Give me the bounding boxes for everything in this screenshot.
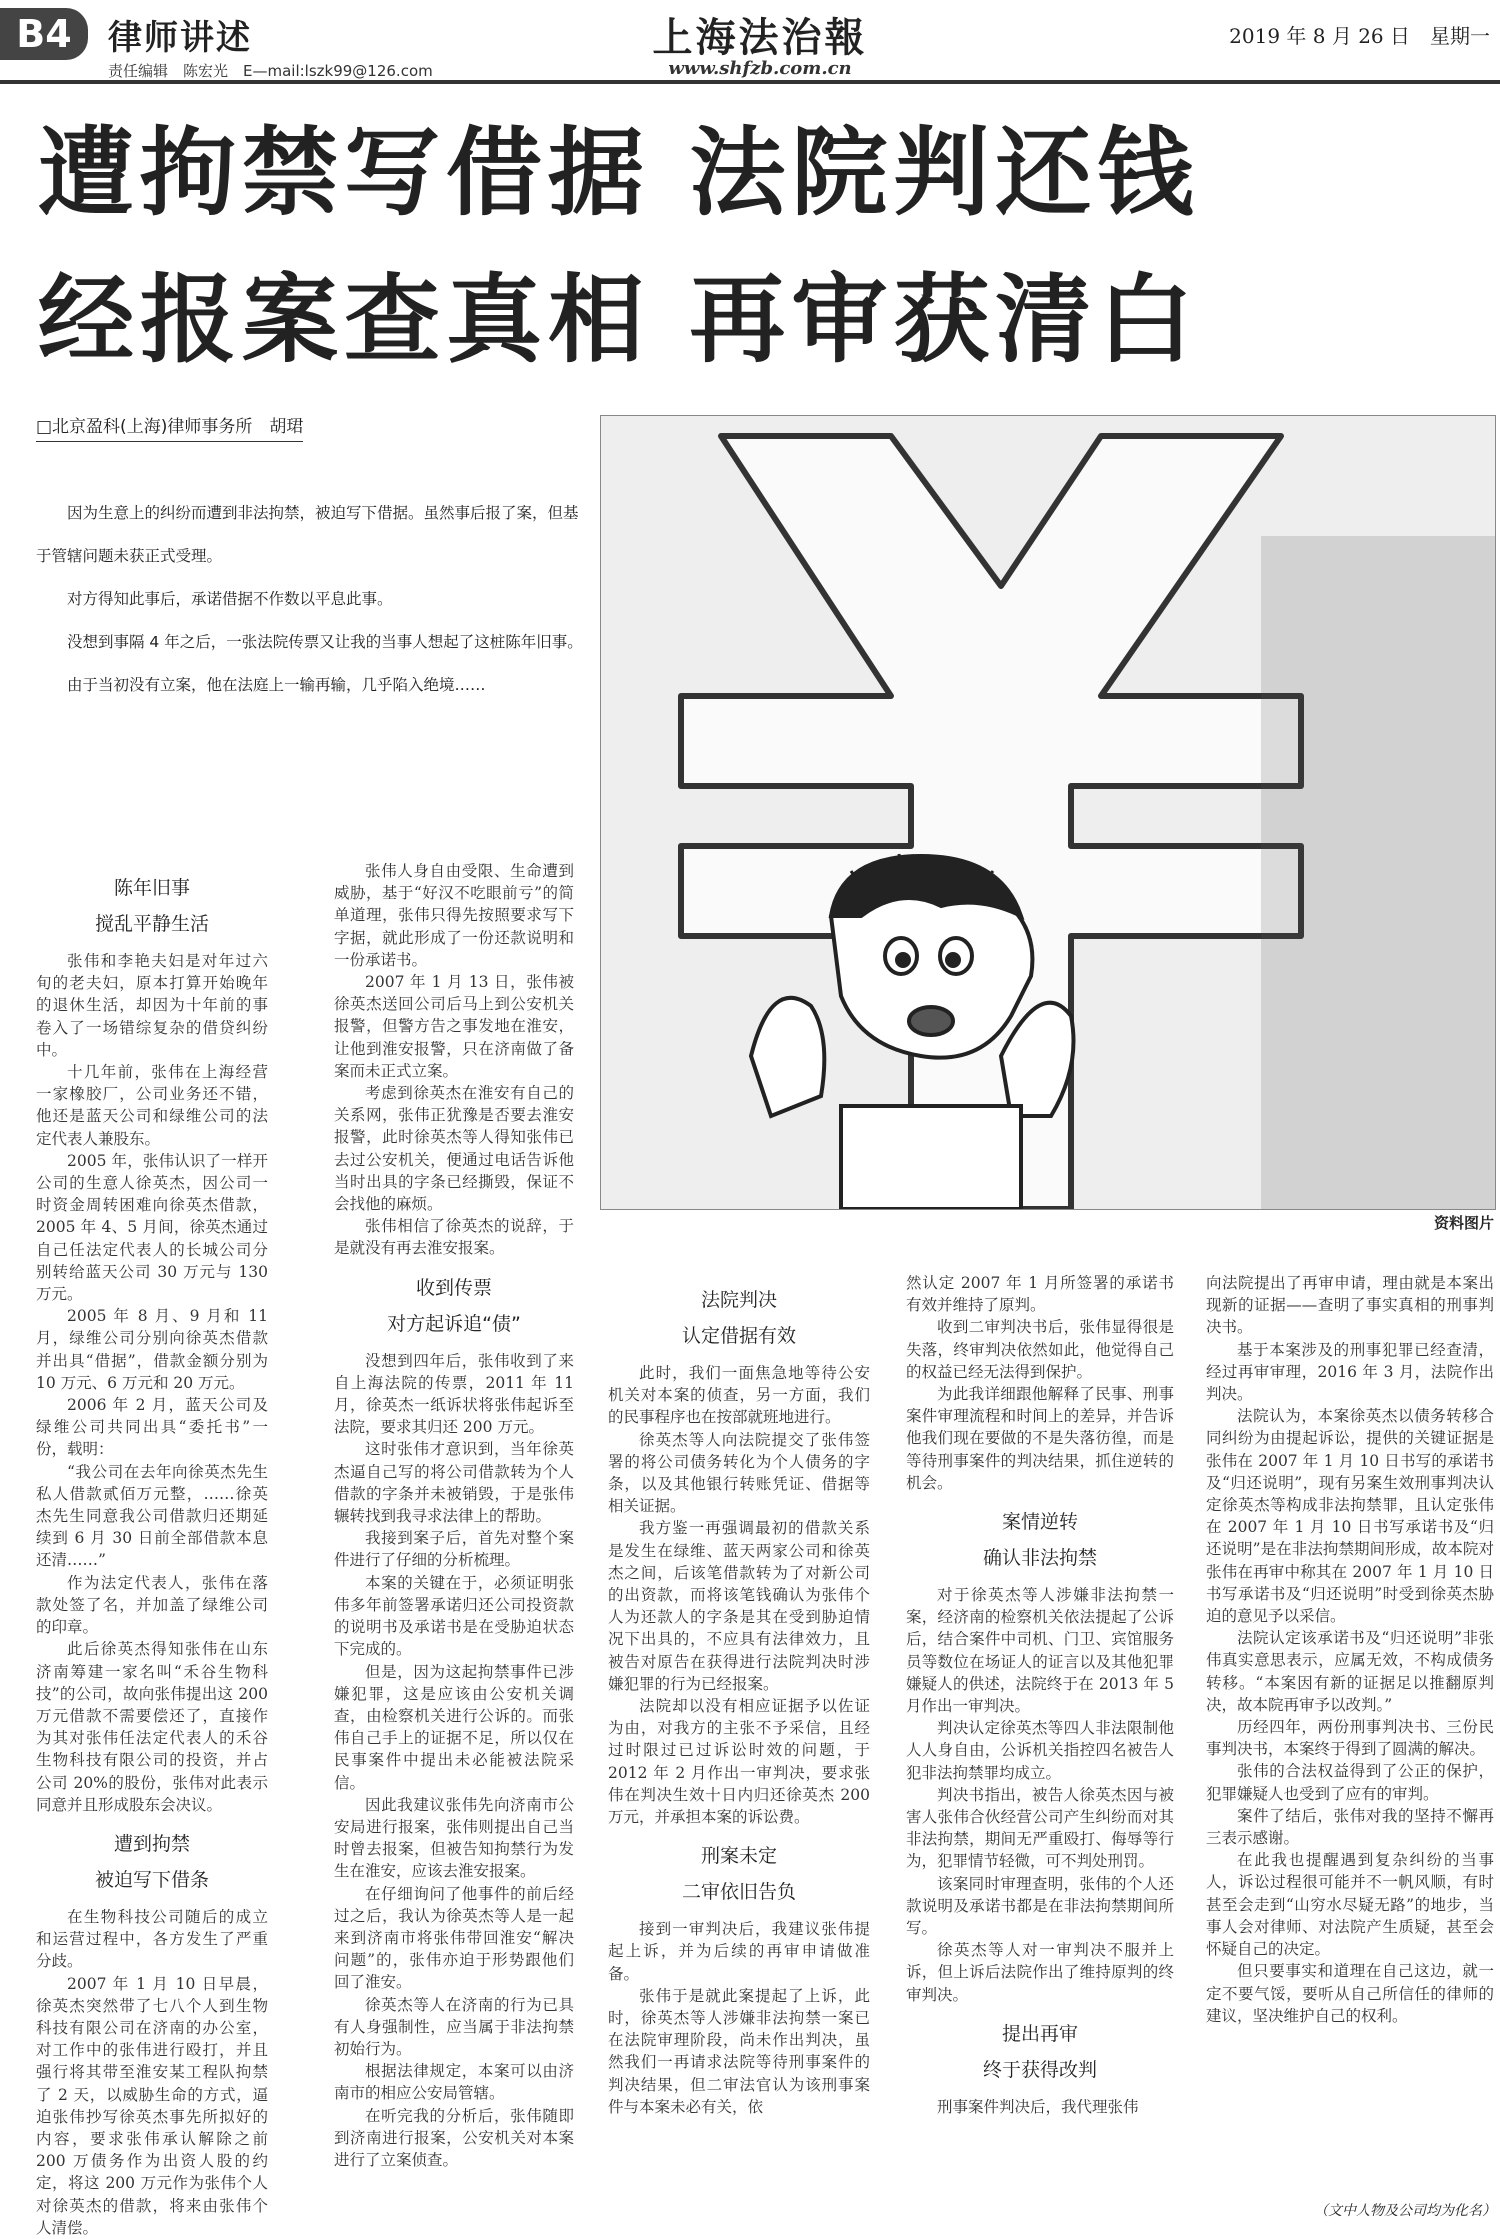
subheading-line: 遭到拘禁 xyxy=(113,1832,190,1855)
body-paragraph: 2005 年，张伟认识了一样开公司的生意人徐英杰，因公司一时资金周转困难向徐英杰借款，2005 年 4、5 月间，徐英杰通过自己任法定代表人的长城公司分别转给蓝天公司 30 万元与 130 万元。 xyxy=(36,1151,268,1304)
header-rule xyxy=(0,80,1500,84)
yuan-sign-cartoon xyxy=(601,416,1495,1209)
website-link[interactable]: www.shfzb.com.cn xyxy=(668,58,852,79)
figure-caption: 资料图片 xyxy=(1433,1214,1494,1232)
body-paragraph: 考虑到徐英杰在淮安有自己的关系网，张伟正犹豫是否要去淮安报警，此时徐英杰等人得知张伟已去过公安机关，便通过电话告诉他当时出具的字条已经撕毁，保证不会找他的麻烦。 xyxy=(334,1084,574,1214)
body-paragraph: 张伟的合法权益得到了公正的保护，犯罪嫌疑人也受到了应有的审判。 xyxy=(1206,1762,1494,1803)
pseudonym-note: （文中人物及公司均为化名） xyxy=(1314,2203,1496,2219)
body-paragraph: 没想到四年后，张伟收到了来自上海法院的传票，2011 年 11 月，徐英杰一纸诉状将张伟起诉至法院，要求其归还 200 万元。 xyxy=(334,1351,574,1437)
article-column-3 xyxy=(608,1272,870,2118)
body-paragraph: 张伟于是就此案提起了上诉，此时，徐英杰等人涉嫌非法拘禁一案已在法院审理阶段，尚未作出判决，虽然我们一再请求法院等待刑事案件的判决结果，但二审法官认为该刑事案件与本案未必有关，依 xyxy=(608,1986,870,2116)
author-byline: □北京盈科(上海)律师事务所 胡珺 xyxy=(36,412,303,442)
headline-line-2: 经报案查真相 再审获清白 xyxy=(38,264,1200,376)
body-paragraph: 张伟人身自由受限、生命遭到威胁，基于“好汉不吃眼前亏”的简单道理，张伟只得先按照要求写下字据，就此形成了一份还款说明和一份承诺书。 xyxy=(334,862,574,969)
body-paragraph: “我公司在去年向徐英杰先生私人借款贰佰万元整，……徐英杰先生同意我公司借款归还期延续到 6 月 30 日前全部借款本息还清……” xyxy=(36,1462,268,1570)
subheading-line: 确认非法拘禁 xyxy=(982,1547,1097,1570)
body-paragraph: 法院认定该承诺书及“归还说明”非张伟真实意思表示，应属无效，不构成债务转移。“本案因有新的证据足以推翻原判决，故本院再审予以改判。” xyxy=(1206,1629,1494,1714)
headline-line-1: 遭拘禁写借据 法院判还钱 xyxy=(38,117,1200,229)
subheading-line: 陈年旧事 xyxy=(113,877,190,899)
subheading-line: 提出再审 xyxy=(1001,2022,1078,2045)
body-paragraph: 刑事案件判决后，我代理张伟 xyxy=(937,2097,1139,2116)
body-paragraph: 在此我也提醒遇到复杂纠纷的当事人，诉讼过程很可能并不一帆风顺，有时甚至会走到“山穷水尽疑无路”的地步，当事人会对律师、对法院产生质疑，甚至会怀疑自己的决定。 xyxy=(1206,1851,1494,1959)
body-paragraph: 十几年前，张伟在上海经营一家橡胶厂，公司业务还不错，他还是蓝天公司和绿维公司的法定代表人兼股东。 xyxy=(36,1063,268,1148)
body-paragraph: 然认定 2007 年 1 月所签署的承诺书有效并维持了原判。 xyxy=(906,1274,1174,1315)
subheading-line: 二审依旧告负 xyxy=(681,1881,796,1904)
body-paragraph: 此后徐英杰得知张伟在山东济南筹建一家名叫“禾谷生物科技”的公司，故向张伟提出这 200 万元借款不需要偿还了，直接作为其对张伟任法定代表人的禾谷生物科技有限公司的投资，并占公司 20%的股份，张伟对此表示同意并且形成股东会决议。 xyxy=(36,1640,268,1814)
subheading xyxy=(608,1282,870,1354)
subheading xyxy=(608,1838,870,1910)
body-paragraph: 在生物科技公司随后的成立和运营过程中，各方发生了严重分歧。 xyxy=(36,1907,268,1971)
body-paragraph: 接到一审判决后，我建议张伟提起上诉，并为后续的再审申请做准备。 xyxy=(608,1920,870,1983)
body-paragraph: 这时张伟才意识到，当年徐英杰逼自己写的将公司借款转为个人借款的字条并未被销毁，于是张伟辗转找到我寻求法律上的帮助。 xyxy=(334,1440,574,1526)
body-paragraph: 我接到案子后，首先对整个案件进行了仔细的分析梳理。 xyxy=(334,1529,574,1570)
lead-paragraph: 因为生意上的纠纷而遭到非法拘禁，被迫写下借据。虽然事后报了案，但基于管辖问题未获正式受理。 xyxy=(36,504,579,565)
body-paragraph: 张伟相信了徐英杰的说辞，于是就没有再去淮安报案。 xyxy=(334,1217,574,1258)
body-paragraph: 此时，我们一面焦急地等待公安机关对本案的侦查，另一方面，我们的民事程序也在按部就班地进行。 xyxy=(608,1364,870,1427)
subheading xyxy=(906,1504,1174,1576)
body-paragraph: 判决书指出，被告人徐英杰因与被害人张伟合伙经营公司产生纠纷而对其非法拘禁，期间无严重殴打、侮辱等行为，犯罪情节轻微，可不判处刑罚。 xyxy=(906,1785,1174,1871)
issue-date: 2019 年 8 月 26 日 星期一 xyxy=(1229,24,1490,48)
illustration-image xyxy=(600,415,1496,1210)
subheading-line: 刑案未定 xyxy=(700,1845,777,1868)
body-paragraph: 徐英杰等人在济南的行为已具有人身强制性，应当属于非法拘禁初始行为。 xyxy=(334,1995,574,2058)
subheading-line: 案情逆转 xyxy=(1001,1511,1078,1534)
subheading xyxy=(36,1826,268,1898)
body-paragraph: 基于本案涉及的刑事犯罪已经查清，经过再审审理，2016 年 3 月，法院作出判决。 xyxy=(1206,1340,1494,1404)
subheading-line: 法院判决 xyxy=(700,1289,777,1311)
subheading-line: 被迫写下借条 xyxy=(94,1868,209,1891)
subheading xyxy=(334,1270,574,1342)
lead-paragraph: 对方得知此事后，承诺借据不作数以平息此事。 xyxy=(67,590,393,608)
section-title: 律师讲述 xyxy=(108,18,252,58)
body-paragraph: 在听完我的分析后，张伟随即到济南进行报案，公安机关对本案进行了立案侦查。 xyxy=(334,2106,574,2169)
body-paragraph: 历经四年，两份刑事判决书、三份民事判决书，本案终于得到了圆满的解决。 xyxy=(1206,1718,1494,1759)
body-paragraph: 法院却以没有相应证据予以佐证为由，对我方的主张不予采信，且经过时限过已过诉讼时效的问题，于 2012 年 2 月作出一审判决，要求张伟在判决生效十日内归还徐英杰 200 万元，并承担本案的诉讼费。 xyxy=(608,1697,870,1827)
body-paragraph: 作为法定代表人，张伟在落款处签了名，并加盖了绿维公司的印章。 xyxy=(36,1573,268,1637)
newspaper-masthead: 上海法治報 xyxy=(652,14,868,61)
body-paragraph: 徐英杰等人向法院提交了张伟签署的将公司债务转化为个人债务的字条，以及其他银行转账凭证、借据等相关证据。 xyxy=(608,1430,870,1516)
body-paragraph: 案件了结后，张伟对我的坚持不懈再三表示感谢。 xyxy=(1206,1806,1494,1848)
body-paragraph: 徐英杰等人对一审判决不服并上诉，但上诉后法院作出了维持原判的终审判决。 xyxy=(906,1941,1174,2004)
subheading-line: 认定借据有效 xyxy=(681,1325,796,1347)
body-paragraph: 2005 年 8 月、9 月和 11 月，绿维公司分别向徐英杰借款并出具“借据”，借款金额分别为 10 万元、6 万元和 20 万元。 xyxy=(36,1307,268,1392)
article-column-2 xyxy=(334,860,574,2171)
body-paragraph: 根据法律规定，本案可以由济南市的相应公安局管辖。 xyxy=(334,2062,574,2103)
body-paragraph: 2007 年 1 月 13 日，张伟被徐英杰送回公司后马上到公安机关报警，但警方告之事发地在淮安，让他到淮安报警，只在济南做了备案而未正式立案。 xyxy=(334,973,574,1080)
article-column-1 xyxy=(36,860,268,2239)
subheading-line: 搅乱平静生活 xyxy=(94,913,209,935)
body-paragraph: 本案的关键在于，必须证明张伟多年前签署承诺归还公司投资款的说明书及承诺书是在受胁迫状态下完成的。 xyxy=(334,1573,574,1659)
lead-paragraph: 由于当初没有立案，他在法庭上一输再输，几乎陷入绝境…… xyxy=(67,676,486,694)
body-paragraph: 但只要事实和道理在自己这边，就一定不要气馁，要听从自己所信任的律师的建议，坚决维护自己的权利。 xyxy=(1206,1962,1494,2025)
article-column-5 xyxy=(1206,1272,1494,2027)
body-paragraph: 为此我详细跟他解释了民事、刑事案件审理流程和时间上的差异，并告诉他我们现在要做的不是失落彷徨，而是等待刑事案件的判决结果，抓住逆转的机会。 xyxy=(906,1385,1174,1492)
body-paragraph: 收到二审判决书后，张伟显得很是失落，终审判决依然如此，他觉得自己的权益已经无法得到保护。 xyxy=(906,1318,1174,1381)
subheading xyxy=(36,870,268,942)
lead-paragraph: 没想到事隔 4 年之后，一张法院传票又让我的当事人想起了这桩陈年旧事。 xyxy=(67,633,583,651)
body-paragraph: 2007 年 1 月 10 日早晨，徐英杰突然带了七八个人到生物科技有限公司在济南的办公室，对工作中的张伟进行殴打，并且强行将其带至淮安某工程队拘禁了 2 天，以威胁生命的方式，逼迫张伟抄写徐英杰事先所拟好的内容，要求张伟承认解除之前 200 万债务作为出资人股的约定，将这 200 万元作为张伟个人对徐英杰的借款，将来由张伟个人清偿。 xyxy=(36,1974,268,2237)
body-paragraph: 但是，因为这起拘禁事件已涉嫌犯罪，这是应该由公安机关调查，由检察机关进行公诉的。而张伟自己手上的证据不足，所以仅在民事案件中提出未必能被法院采信。 xyxy=(334,1662,574,1792)
body-paragraph: 判决认定徐英杰等四人非法限制他人人身自由，公诉机关指控四名被告人犯非法拘禁罪均成立。 xyxy=(906,1719,1174,1782)
body-paragraph: 法院认为，本案徐英杰以债务转移合同纠纷为由提起诉讼，提供的关键证据是张伟在 2007 年 1 月 10 日书写的承诺书及“归还说明”，现有另案生效刑事判决认定徐英杰等构成非法拘禁罪，且认定张伟在 2007 年 1 月 10 日书写承诺书及“归还说明”是在非法拘禁期间形成，故本院对张伟在再审中称其在 2007 年 1 月 10 日书写承诺书及“归还说明”时受到徐英杰胁迫的意见予以采信。 xyxy=(1206,1407,1494,1626)
subheading xyxy=(906,2016,1174,2088)
subheading-line: 终于获得改判 xyxy=(982,2058,1097,2081)
editor-line: 责任编辑 陈宏光 E—mail:lszk99@126.com xyxy=(108,62,433,80)
body-paragraph: 对于徐英杰等人涉嫌非法拘禁一案，经济南的检察机关依法提起了公诉后，结合案件中司机、门卫、宾馆服务员等数位在场证人的证言以及其他犯罪嫌疑人的供述，法院终于在 2013 年 5 月作出一审判决。 xyxy=(906,1586,1174,1716)
lead-block xyxy=(36,492,584,707)
subheading-line: 收到传票 xyxy=(415,1276,492,1299)
body-paragraph: 向法院提出了再审申请，理由就是本案出现新的证据——查明了事实真相的刑事判决书。 xyxy=(1206,1274,1494,1337)
body-paragraph: 该案同时审理查明，张伟的个人还款说明及承诺书都是在非法拘禁期间所写。 xyxy=(906,1874,1174,1938)
body-paragraph: 2006 年 2 月，蓝天公司及绿维公司共同出具“委托书”一份，载明： xyxy=(36,1396,268,1459)
subheading-line: 对方起诉追“债” xyxy=(387,1312,521,1335)
article-column-4 xyxy=(906,1272,1174,2118)
body-paragraph: 我方鉴一再强调最初的借款关系是发生在绿维、蓝天两家公司和徐英杰之间，后该笔借款转为了对新公司的出资款，而将该笔钱确认为张伟个人为还款人的字条是其在受到胁迫情况下出具的，不应具有法律效力，且被告对原告在获得进行法院判决时涉嫌犯罪的行为已经报案。 xyxy=(608,1519,870,1693)
body-paragraph: 因此我建议张伟先向济南市公安局进行报案，张伟则提出自己当时曾去报案，但被告知拘禁行为发生在淮安，应该去淮安报案。 xyxy=(334,1795,574,1881)
body-paragraph: 在仔细询问了他事件的前后经过之后，我认为徐英杰等人是一起来到济南市将张伟带回淮安“解决问题”的，张伟亦迫于形势跟他们回了淮安。 xyxy=(334,1884,574,1992)
page-number-badge: B4 xyxy=(0,8,88,60)
body-paragraph: 张伟和李艳夫妇是对年过六旬的老夫妇，原本打算开始晚年的退休生活，却因为十年前的事卷入了一场错综复杂的借贷纠纷中。 xyxy=(36,952,268,1059)
